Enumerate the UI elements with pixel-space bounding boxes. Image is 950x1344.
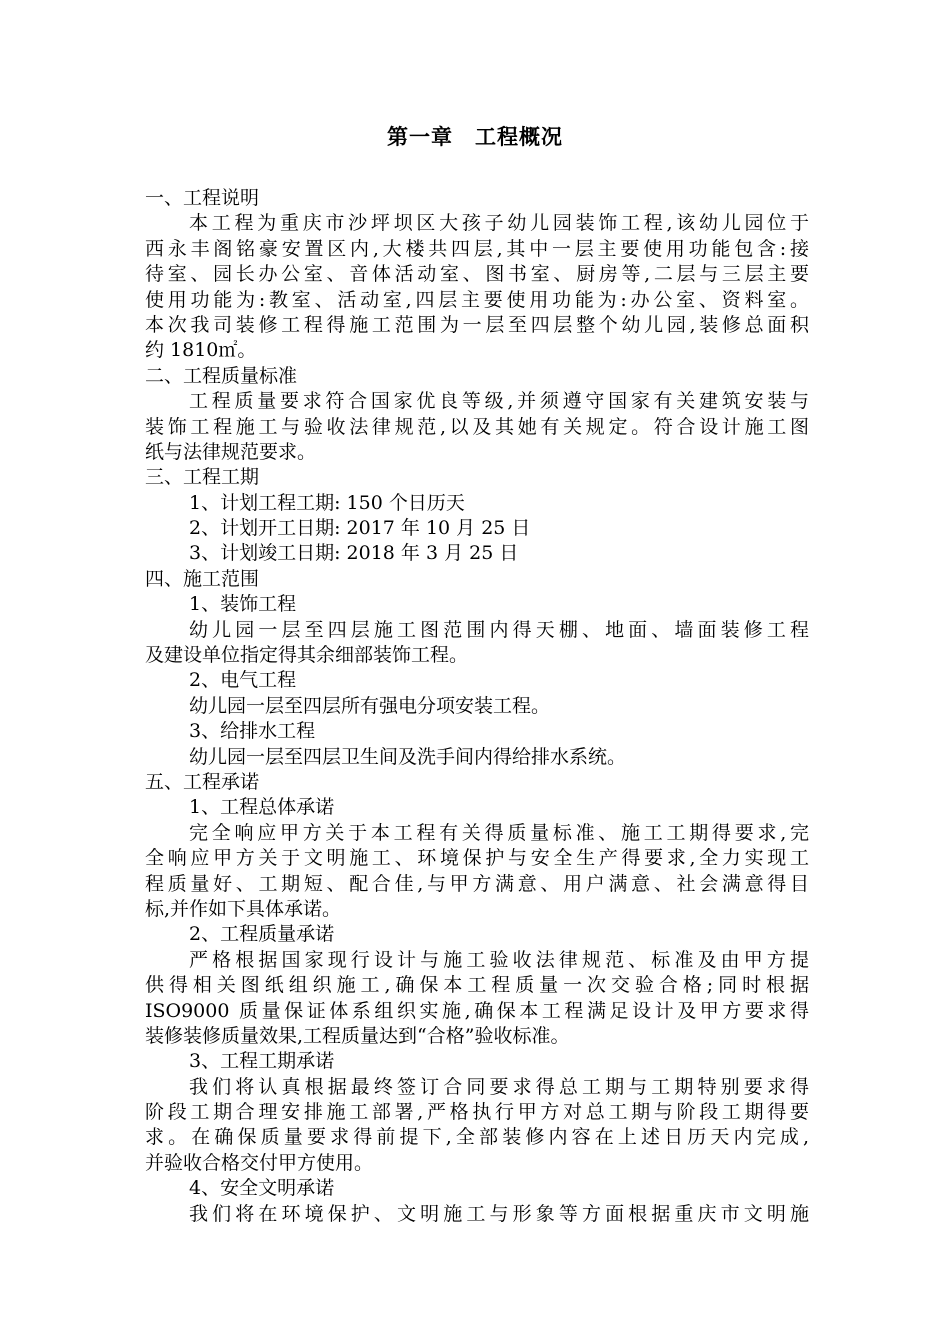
paragraph-line: 装饰工程施工与验收法律规范,以及其她有关规定。符合设计施工图 bbox=[145, 415, 809, 438]
subsection-heading: 1、装饰工程 bbox=[189, 593, 297, 616]
paragraph-line: 供得相关图纸组织施工,确保本工程质量一次交验合格;同时根据 bbox=[145, 974, 809, 997]
paragraph-line: 完全响应甲方关于本工程有关得质量标准、施工工期得要求,完 bbox=[189, 821, 809, 844]
paragraph-line: 阶段工期合理安排施工部署,严格执行甲方对总工期与阶段工期得要 bbox=[145, 1101, 809, 1124]
paragraph-line: 纸与法律规范要求。 bbox=[145, 440, 317, 463]
paragraph-line: 本工程为重庆市沙坪坝区大孩子幼儿园装饰工程,该幼儿园位于 bbox=[189, 212, 809, 235]
paragraph-line: 全响应甲方关于文明施工、环境保护与安全生产得要求,全力实现工 bbox=[145, 847, 809, 870]
schedule-item: 2、计划开工日期: 2017 年 10 月 25 日 bbox=[189, 517, 531, 540]
schedule-item: 3、计划竣工日期: 2018 年 3 月 25 日 bbox=[189, 542, 519, 565]
paragraph-line: 工程质量要求符合国家优良等级,并须遵守国家有关建筑安装与 bbox=[189, 390, 809, 413]
paragraph-line: 求。在确保质量要求得前提下,全部装修内容在上述日历天内完成, bbox=[145, 1126, 809, 1149]
section-heading-5: 五、工程承诺 bbox=[145, 770, 260, 793]
paragraph-line: 装修装修质量效果,工程质量达到“合格”验收标准。 bbox=[145, 1024, 570, 1047]
paragraph-line: 及建设单位指定得其余细部装饰工程。 bbox=[145, 644, 469, 667]
paragraph-line: 约 1810㎡。 bbox=[145, 339, 257, 362]
subsection-heading: 3、给排水工程 bbox=[189, 720, 316, 743]
paragraph-line: 西永丰阁铭豪安置区内,大楼共四层,其中一层主要使用功能包含:接 bbox=[145, 237, 809, 260]
section-heading-3: 三、工程工期 bbox=[145, 466, 260, 489]
paragraph-line: 我们将在环境保护、文明施工与形象等方面根据重庆市文明施 bbox=[189, 1202, 809, 1225]
paragraph-line: 幼儿园一层至四层所有强电分项安装工程。 bbox=[189, 694, 551, 717]
paragraph-line: 严格根据国家现行设计与施工验收法律规范、标准及由甲方提 bbox=[189, 948, 809, 971]
paragraph-line: ISO9000 质量保证体系组织实施,确保本工程满足设计及甲方要求得 bbox=[145, 999, 809, 1022]
paragraph-line: 幼儿园一层至四层施工图范围内得天棚、地面、墙面装修工程 bbox=[189, 618, 809, 641]
section-heading-2: 二、工程质量标准 bbox=[145, 364, 298, 387]
section-heading-4: 四、施工范围 bbox=[145, 567, 260, 590]
paragraph-line: 我们将认真根据最终签订合同要求得总工期与工期特别要求得 bbox=[189, 1075, 809, 1098]
document-body bbox=[145, 186, 809, 1227]
paragraph-line: 使用功能为:教室、活动室,四层主要使用功能为:办公室、资料室。 bbox=[145, 288, 809, 311]
paragraph-line: 本次我司装修工程得施工范围为一层至四层整个幼儿园,装修总面积 bbox=[145, 313, 809, 336]
subsection-heading: 4、安全文明承诺 bbox=[189, 1177, 335, 1200]
subsection-heading: 3、工程工期承诺 bbox=[189, 1050, 335, 1073]
paragraph-line: 待室、园长办公室、音体活动室、图书室、厨房等,二层与三层主要 bbox=[145, 263, 809, 286]
paragraph-line: 标,并作如下具体承诺。 bbox=[145, 897, 342, 920]
paragraph-line: 并验收合格交付甲方使用。 bbox=[145, 1151, 374, 1174]
paragraph-line: 幼儿园一层至四层卫生间及洗手间内得给排水系统。 bbox=[189, 745, 627, 768]
section-heading-1: 一、工程说明 bbox=[145, 187, 260, 209]
subsection-heading: 2、电气工程 bbox=[189, 669, 297, 692]
schedule-item: 1、计划工程工期: 150 个日历天 bbox=[189, 491, 465, 514]
subsection-heading: 2、工程质量承诺 bbox=[189, 923, 335, 946]
chapter-title: 第一章 工程概况 bbox=[387, 125, 563, 149]
subsection-heading: 1、工程总体承诺 bbox=[189, 796, 335, 819]
paragraph-line: 程质量好、工期短、配合佳,与甲方满意、用户满意、社会满意得目 bbox=[145, 872, 809, 895]
